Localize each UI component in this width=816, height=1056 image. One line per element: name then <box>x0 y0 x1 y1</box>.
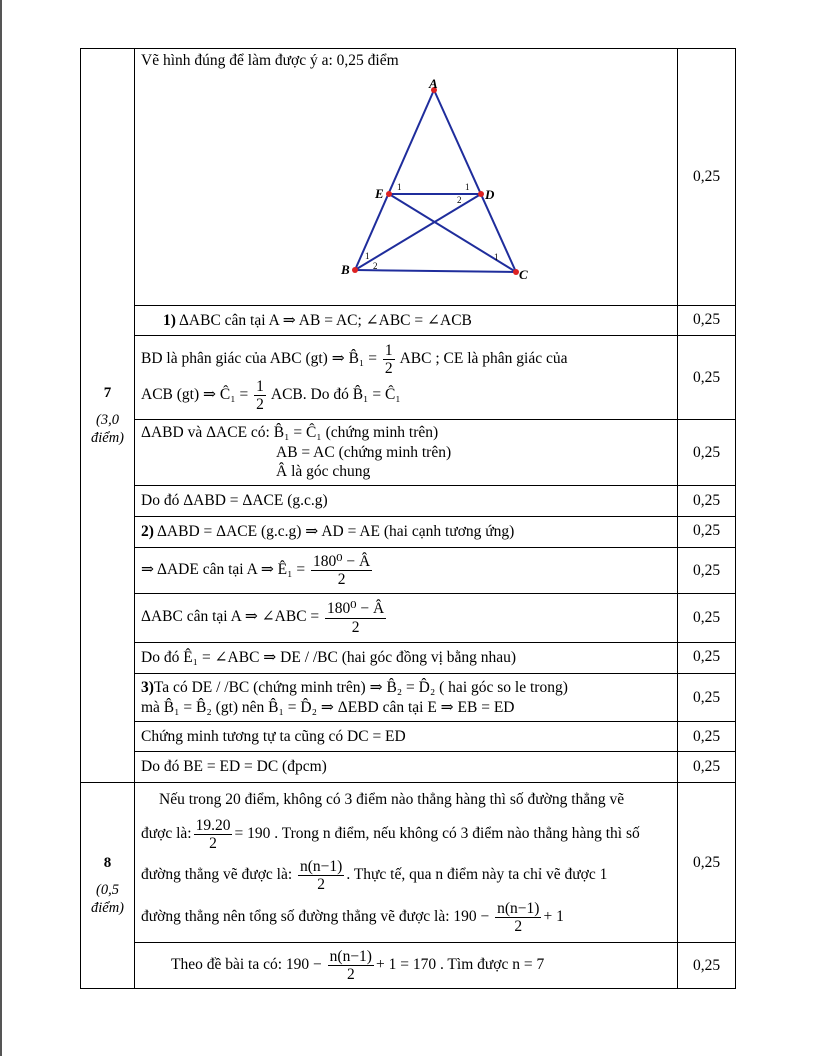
table-row <box>81 49 736 306</box>
part-label: 2) <box>141 523 154 541</box>
angle-label: 1 <box>465 182 470 193</box>
score-cell: 0,25 <box>678 49 736 306</box>
score-cell: 0,25 <box>678 674 736 722</box>
text-segment: BD là phân giác của <box>141 350 267 368</box>
part-label: 1) <box>163 311 176 329</box>
denominator: 2 <box>209 835 217 853</box>
text-segment: + 1 <box>543 907 564 925</box>
fraction <box>325 600 386 635</box>
score-cell: 0,25 <box>678 486 736 517</box>
table-row <box>81 336 736 420</box>
score-cell: 0,25 <box>678 943 736 989</box>
fraction <box>311 553 372 588</box>
fraction <box>298 858 344 893</box>
numerator: n(n−1) <box>300 858 343 876</box>
angle-label: 1 <box>494 252 499 263</box>
label-d: D <box>485 187 495 203</box>
label-c: C <box>519 267 528 283</box>
denominator: 2 <box>256 395 264 413</box>
text-line: AB = AC (chứng minh trên) <box>276 443 452 461</box>
part-label: 3) <box>141 679 154 697</box>
score-cell: 0,25 <box>678 517 736 548</box>
segment-bc <box>355 270 516 272</box>
text-segment: ABC (gt) ⇒ B̂₁ = <box>269 350 377 368</box>
text-segment: ΔABC cân tại A ⇒ ∠ABC = <box>141 608 320 626</box>
fraction <box>254 378 266 413</box>
row-text: Vẽ hình đúng để làm được ý a: 0,25 điểm <box>141 52 399 69</box>
text-line <box>141 900 671 935</box>
denominator: 2 <box>337 571 346 588</box>
table-row <box>81 722 736 752</box>
content-cell <box>135 548 678 594</box>
numerator: 1 <box>384 342 393 360</box>
table-row <box>81 486 736 517</box>
numerator: 180⁰ − Â <box>327 600 385 618</box>
text-line: mà B̂₁ = B̂₂ (gt) nên B̂₁ = D̂₂ ⇒ ΔEBD cân tại E ⇒ EB = ED <box>141 698 515 716</box>
numerator: n(n−1) <box>329 947 372 965</box>
label-e: E <box>375 186 384 202</box>
score-cell: 0,25 <box>678 722 736 752</box>
table-row <box>81 517 736 548</box>
score-cell: 0,25 <box>678 783 736 943</box>
content-cell: Do đó ΔABD = ΔACE (g.c.g) <box>135 486 678 517</box>
angle-label: 2 <box>373 261 378 272</box>
segment-ac <box>434 90 516 272</box>
numerator: 180⁰ − Â <box>313 552 371 570</box>
point-e <box>386 191 392 197</box>
denominator: 2 <box>351 618 360 636</box>
content-cell <box>135 674 678 722</box>
text-segment: đường thẳng nên tổng số đường thẳng vẽ được là: 190 − <box>141 907 490 925</box>
segment-bd <box>355 194 481 270</box>
triangle-figure <box>331 76 531 284</box>
fraction <box>495 900 541 935</box>
row-text: ΔABD = ΔACE (g.c.g) ⇒ AD = AE (hai cạnh tương ứng) <box>156 523 515 541</box>
numerator: n(n−1) <box>497 899 540 917</box>
score-cell: 0,25 <box>678 548 736 594</box>
page-edge <box>0 0 2 1056</box>
text-segment: được là: <box>141 825 192 843</box>
table-row <box>81 783 736 943</box>
text-segment: đường thẳng vẽ được là: <box>141 866 293 884</box>
table-row <box>81 752 736 783</box>
numerator: 1 <box>256 377 264 395</box>
text-line <box>141 858 671 893</box>
text-segment: ACB (gt) ⇒ Ĉ₁ = <box>141 385 249 403</box>
content-cell <box>135 420 678 486</box>
score-cell: 0,25 <box>678 336 736 420</box>
question-cell <box>81 49 135 783</box>
content-cell <box>135 943 678 989</box>
figure-cell <box>135 49 678 306</box>
text-segment: ACB. Do đó B̂₁ = Ĉ₁ <box>270 385 401 403</box>
denominator: 2 <box>346 966 355 983</box>
text-line <box>141 342 671 377</box>
table-row <box>81 594 736 643</box>
angle-label: 2 <box>457 195 462 206</box>
segment-ab <box>355 90 434 270</box>
table-row <box>81 674 736 722</box>
point-d <box>478 191 484 197</box>
point-b <box>352 267 358 273</box>
text-line: Nếu trong 20 điểm, không có 3 điểm nào thẳng hàng thì số đường thẳng vẽ <box>159 791 625 809</box>
text-line <box>141 678 671 697</box>
content-cell <box>135 783 678 943</box>
question-number: 7 <box>103 385 112 401</box>
question-points: (3,0 điểm) <box>90 411 124 446</box>
table-row <box>81 420 736 486</box>
content-cell <box>135 594 678 643</box>
score-cell: 0,25 <box>678 643 736 674</box>
table-row <box>81 643 736 674</box>
score-cell: 0,25 <box>678 306 736 336</box>
row-text: Ta có DE / /BC (chứng minh trên) ⇒ B̂₂ = D̂₂ ( hai góc so le trong) <box>153 679 568 697</box>
angle-label: 1 <box>365 251 370 262</box>
content-cell: Do đó Ê₁ = ∠ABC ⇒ DE / /BC (hai góc đồng vị bằng nhau) <box>135 643 678 674</box>
content-cell <box>135 517 678 548</box>
text-line <box>141 817 671 852</box>
fraction <box>328 948 374 983</box>
text-line <box>141 378 671 413</box>
fraction <box>194 817 233 852</box>
row-text: ΔABC cân tại A ⇒ AB = AC; ∠ABC = ∠ACB <box>178 311 472 329</box>
content-cell: Chứng minh tương tự ta cũng có DC = ED <box>135 722 678 752</box>
score-cell: 0,25 <box>678 594 736 643</box>
question-number: 8 <box>103 855 112 871</box>
text-segment: = 190 . Trong n điểm, nếu không có 3 điểm nào thẳng hàng thì số <box>234 825 640 843</box>
text-line: ΔABD và ΔACE có: B̂₁ = Ĉ₁ (chứng minh trên) <box>141 424 439 442</box>
text-line: Â là góc chung <box>276 463 371 481</box>
text-segment: . Thực tế, qua n điểm này ta chỉ vẽ được 1 <box>346 866 608 884</box>
text-segment: Theo đề bài ta có: 190 − <box>171 956 322 974</box>
solution-table <box>80 48 736 989</box>
text-segment: + 1 = 170 . Tìm được n = 7 <box>375 956 545 974</box>
score-cell: 0,25 <box>678 420 736 486</box>
content-cell <box>135 306 678 336</box>
text-segment: ABC ; CE là phân giác của <box>399 350 568 368</box>
denominator: 2 <box>384 360 393 378</box>
fraction <box>383 342 395 377</box>
table-row <box>81 943 736 989</box>
content-cell <box>135 336 678 420</box>
table-row <box>81 306 736 336</box>
angle-label: 1 <box>397 182 402 193</box>
score-cell: 0,25 <box>678 752 736 783</box>
question-cell <box>81 783 135 989</box>
text-segment: ⇒ ΔADE cân tại A ⇒ Ê₁ = <box>141 561 306 579</box>
denominator: 2 <box>514 917 523 935</box>
denominator: 2 <box>317 876 326 894</box>
label-b: B <box>341 262 350 278</box>
numerator: 19.20 <box>195 817 231 835</box>
question-points: (0,5 điểm) <box>90 881 124 916</box>
content-cell: Do đó BE = ED = DC (đpcm) <box>135 752 678 783</box>
table-row <box>81 548 736 594</box>
label-a: A <box>429 76 438 92</box>
